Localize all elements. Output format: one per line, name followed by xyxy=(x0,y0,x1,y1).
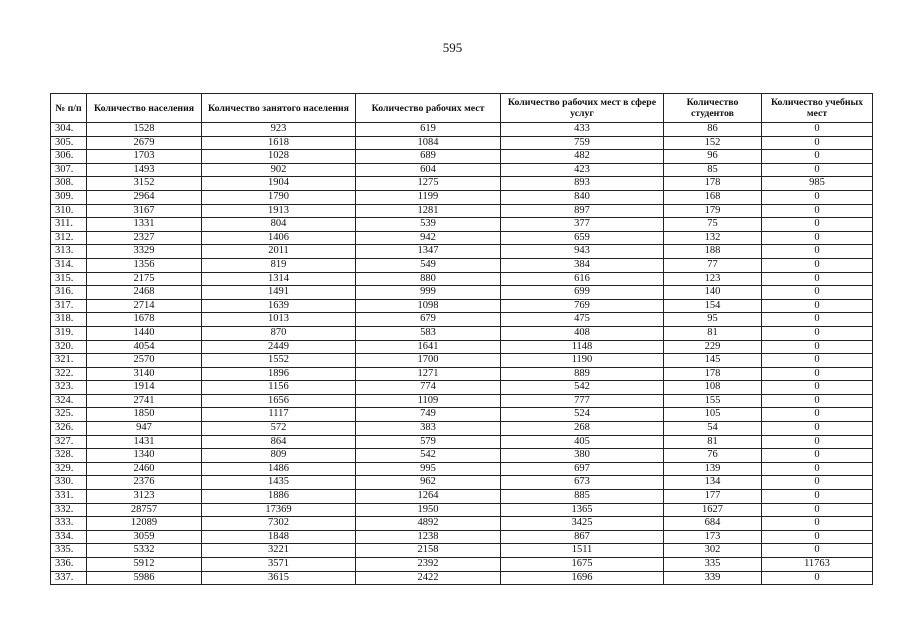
cell-school-places: 0 xyxy=(762,299,873,313)
cell-workplaces: 583 xyxy=(356,326,501,340)
cell-workplaces: 542 xyxy=(356,449,501,463)
cell-employed: 902 xyxy=(202,163,356,177)
cell-row-number: 326. xyxy=(51,422,87,436)
cell-workplaces: 1281 xyxy=(356,204,501,218)
cell-population: 947 xyxy=(87,422,202,436)
header-workplaces: Количество рабочих мест xyxy=(356,94,501,123)
table-row xyxy=(51,367,873,381)
cell-service-workplaces: 377 xyxy=(501,218,664,232)
cell-students: 81 xyxy=(664,435,762,449)
cell-service-workplaces: 524 xyxy=(501,408,664,422)
cell-students: 152 xyxy=(664,136,762,150)
cell-workplaces: 1084 xyxy=(356,136,501,150)
cell-service-workplaces: 542 xyxy=(501,381,664,395)
cell-workplaces: 995 xyxy=(356,462,501,476)
cell-employed: 1656 xyxy=(202,394,356,408)
cell-service-workplaces: 697 xyxy=(501,462,664,476)
cell-employed: 1790 xyxy=(202,190,356,204)
cell-workplaces: 1238 xyxy=(356,530,501,544)
cell-workplaces: 4892 xyxy=(356,517,501,531)
cell-students: 178 xyxy=(664,367,762,381)
cell-school-places: 0 xyxy=(762,354,873,368)
table-row xyxy=(51,422,873,436)
cell-workplaces: 383 xyxy=(356,422,501,436)
cell-school-places: 0 xyxy=(762,258,873,272)
cell-population: 2327 xyxy=(87,231,202,245)
cell-population: 2714 xyxy=(87,299,202,313)
cell-students: 177 xyxy=(664,490,762,504)
cell-row-number: 330. xyxy=(51,476,87,490)
cell-row-number: 325. xyxy=(51,408,87,422)
cell-population: 5912 xyxy=(87,558,202,572)
cell-students: 77 xyxy=(664,258,762,272)
header-school-places: Количество учебных мест xyxy=(762,94,873,123)
cell-school-places: 0 xyxy=(762,272,873,286)
cell-row-number: 319. xyxy=(51,326,87,340)
table-row xyxy=(51,190,873,204)
cell-students: 132 xyxy=(664,231,762,245)
cell-service-workplaces: 699 xyxy=(501,286,664,300)
cell-employed: 1013 xyxy=(202,313,356,327)
cell-school-places: 0 xyxy=(762,490,873,504)
cell-row-number: 337. xyxy=(51,571,87,585)
cell-workplaces: 604 xyxy=(356,163,501,177)
cell-row-number: 313. xyxy=(51,245,87,259)
cell-students: 86 xyxy=(664,123,762,137)
cell-employed: 1406 xyxy=(202,231,356,245)
cell-service-workplaces: 380 xyxy=(501,449,664,463)
cell-school-places: 985 xyxy=(762,177,873,191)
cell-population: 28757 xyxy=(87,503,202,517)
cell-service-workplaces: 1190 xyxy=(501,354,664,368)
cell-population: 3167 xyxy=(87,204,202,218)
cell-row-number: 320. xyxy=(51,340,87,354)
cell-service-workplaces: 943 xyxy=(501,245,664,259)
table-row xyxy=(51,394,873,408)
cell-students: 178 xyxy=(664,177,762,191)
cell-service-workplaces: 885 xyxy=(501,490,664,504)
cell-row-number: 306. xyxy=(51,150,87,164)
cell-population: 12089 xyxy=(87,517,202,531)
cell-students: 81 xyxy=(664,326,762,340)
cell-service-workplaces: 897 xyxy=(501,204,664,218)
cell-workplaces: 962 xyxy=(356,476,501,490)
cell-workplaces: 1700 xyxy=(356,354,501,368)
cell-students: 75 xyxy=(664,218,762,232)
header-population: Количество населения xyxy=(87,94,202,123)
cell-row-number: 336. xyxy=(51,558,87,572)
cell-service-workplaces: 1148 xyxy=(501,340,664,354)
cell-workplaces: 749 xyxy=(356,408,501,422)
table-row xyxy=(51,476,873,490)
cell-population: 1356 xyxy=(87,258,202,272)
cell-row-number: 310. xyxy=(51,204,87,218)
cell-students: 1627 xyxy=(664,503,762,517)
cell-workplaces: 1641 xyxy=(356,340,501,354)
cell-row-number: 312. xyxy=(51,231,87,245)
cell-school-places: 0 xyxy=(762,150,873,164)
cell-population: 2468 xyxy=(87,286,202,300)
cell-row-number: 318. xyxy=(51,313,87,327)
cell-employed: 2449 xyxy=(202,340,356,354)
cell-students: 173 xyxy=(664,530,762,544)
table-header-row xyxy=(51,94,873,123)
cell-population: 1528 xyxy=(87,123,202,137)
cell-population: 1914 xyxy=(87,381,202,395)
cell-employed: 809 xyxy=(202,449,356,463)
cell-school-places: 0 xyxy=(762,544,873,558)
cell-row-number: 311. xyxy=(51,218,87,232)
table-row xyxy=(51,218,873,232)
cell-school-places: 0 xyxy=(762,313,873,327)
cell-school-places: 0 xyxy=(762,231,873,245)
cell-students: 76 xyxy=(664,449,762,463)
table-row xyxy=(51,490,873,504)
table-row xyxy=(51,163,873,177)
cell-row-number: 322. xyxy=(51,367,87,381)
cell-service-workplaces: 384 xyxy=(501,258,664,272)
header-row-number: № п/п xyxy=(51,94,87,123)
cell-population: 2175 xyxy=(87,272,202,286)
table-row xyxy=(51,313,873,327)
table-row xyxy=(51,272,873,286)
cell-service-workplaces: 889 xyxy=(501,367,664,381)
table-row xyxy=(51,245,873,259)
cell-students: 139 xyxy=(664,462,762,476)
cell-workplaces: 999 xyxy=(356,286,501,300)
cell-students: 229 xyxy=(664,340,762,354)
cell-employed: 1618 xyxy=(202,136,356,150)
cell-employed: 1639 xyxy=(202,299,356,313)
cell-school-places: 0 xyxy=(762,394,873,408)
cell-service-workplaces: 3425 xyxy=(501,517,664,531)
header-employed-population: Количество занятого населения xyxy=(202,94,356,123)
cell-school-places: 0 xyxy=(762,163,873,177)
table-body xyxy=(51,123,873,585)
cell-row-number: 328. xyxy=(51,449,87,463)
cell-workplaces: 679 xyxy=(356,313,501,327)
cell-school-places: 0 xyxy=(762,204,873,218)
cell-row-number: 329. xyxy=(51,462,87,476)
cell-school-places: 0 xyxy=(762,326,873,340)
cell-employed: 1028 xyxy=(202,150,356,164)
cell-service-workplaces: 867 xyxy=(501,530,664,544)
cell-population: 1678 xyxy=(87,313,202,327)
cell-workplaces: 1264 xyxy=(356,490,501,504)
cell-row-number: 327. xyxy=(51,435,87,449)
cell-school-places: 0 xyxy=(762,530,873,544)
cell-students: 123 xyxy=(664,272,762,286)
header-service-workplaces: Количество рабочих мест в сфере услуг xyxy=(501,94,664,123)
cell-school-places: 0 xyxy=(762,190,873,204)
cell-students: 96 xyxy=(664,150,762,164)
cell-students: 154 xyxy=(664,299,762,313)
cell-service-workplaces: 1511 xyxy=(501,544,664,558)
cell-school-places: 0 xyxy=(762,245,873,259)
cell-population: 1331 xyxy=(87,218,202,232)
cell-students: 339 xyxy=(664,571,762,585)
cell-row-number: 331. xyxy=(51,490,87,504)
cell-population: 1340 xyxy=(87,449,202,463)
table-row xyxy=(51,286,873,300)
cell-population: 2679 xyxy=(87,136,202,150)
cell-employed: 1904 xyxy=(202,177,356,191)
cell-workplaces: 2422 xyxy=(356,571,501,585)
table-row xyxy=(51,503,873,517)
cell-row-number: 323. xyxy=(51,381,87,395)
cell-students: 335 xyxy=(664,558,762,572)
cell-service-workplaces: 268 xyxy=(501,422,664,436)
cell-population: 1703 xyxy=(87,150,202,164)
cell-row-number: 308. xyxy=(51,177,87,191)
table-row xyxy=(51,340,873,354)
table-row xyxy=(51,462,873,476)
cell-population: 5332 xyxy=(87,544,202,558)
cell-service-workplaces: 423 xyxy=(501,163,664,177)
cell-school-places: 0 xyxy=(762,422,873,436)
cell-employed: 864 xyxy=(202,435,356,449)
cell-employed: 1896 xyxy=(202,367,356,381)
cell-employed: 1913 xyxy=(202,204,356,218)
table-row xyxy=(51,258,873,272)
cell-service-workplaces: 893 xyxy=(501,177,664,191)
cell-service-workplaces: 616 xyxy=(501,272,664,286)
cell-population: 4054 xyxy=(87,340,202,354)
cell-service-workplaces: 769 xyxy=(501,299,664,313)
cell-workplaces: 619 xyxy=(356,123,501,137)
table-row xyxy=(51,558,873,572)
cell-workplaces: 2392 xyxy=(356,558,501,572)
cell-employed: 870 xyxy=(202,326,356,340)
cell-row-number: 324. xyxy=(51,394,87,408)
table-row xyxy=(51,136,873,150)
cell-population: 3059 xyxy=(87,530,202,544)
cell-school-places: 0 xyxy=(762,517,873,531)
page-number: 595 xyxy=(442,40,463,55)
data-table xyxy=(50,93,873,585)
cell-employed: 7302 xyxy=(202,517,356,531)
cell-employed: 3571 xyxy=(202,558,356,572)
cell-students: 145 xyxy=(664,354,762,368)
cell-service-workplaces: 1696 xyxy=(501,571,664,585)
cell-population: 2460 xyxy=(87,462,202,476)
cell-row-number: 321. xyxy=(51,354,87,368)
cell-students: 179 xyxy=(664,204,762,218)
cell-population: 3152 xyxy=(87,177,202,191)
cell-school-places: 0 xyxy=(762,286,873,300)
cell-workplaces: 1271 xyxy=(356,367,501,381)
table-row xyxy=(51,123,873,137)
cell-students: 168 xyxy=(664,190,762,204)
cell-row-number: 305. xyxy=(51,136,87,150)
cell-workplaces: 1098 xyxy=(356,299,501,313)
cell-workplaces: 774 xyxy=(356,381,501,395)
cell-service-workplaces: 659 xyxy=(501,231,664,245)
cell-row-number: 335. xyxy=(51,544,87,558)
cell-service-workplaces: 475 xyxy=(501,313,664,327)
cell-employed: 1314 xyxy=(202,272,356,286)
cell-population: 2570 xyxy=(87,354,202,368)
cell-service-workplaces: 408 xyxy=(501,326,664,340)
cell-school-places: 0 xyxy=(762,571,873,585)
table-row xyxy=(51,381,873,395)
cell-employed: 1486 xyxy=(202,462,356,476)
cell-school-places: 11763 xyxy=(762,558,873,572)
cell-students: 85 xyxy=(664,163,762,177)
cell-service-workplaces: 777 xyxy=(501,394,664,408)
cell-employed: 1117 xyxy=(202,408,356,422)
cell-school-places: 0 xyxy=(762,503,873,517)
cell-school-places: 0 xyxy=(762,218,873,232)
table-row xyxy=(51,326,873,340)
cell-row-number: 333. xyxy=(51,517,87,531)
table-row xyxy=(51,204,873,218)
table-row xyxy=(51,544,873,558)
cell-service-workplaces: 840 xyxy=(501,190,664,204)
cell-population: 2741 xyxy=(87,394,202,408)
cell-population: 3140 xyxy=(87,367,202,381)
cell-school-places: 0 xyxy=(762,136,873,150)
table-row xyxy=(51,435,873,449)
cell-population: 1431 xyxy=(87,435,202,449)
table-row xyxy=(51,449,873,463)
cell-workplaces: 1347 xyxy=(356,245,501,259)
cell-employed: 572 xyxy=(202,422,356,436)
table-row xyxy=(51,150,873,164)
table-row xyxy=(51,299,873,313)
cell-school-places: 0 xyxy=(762,462,873,476)
cell-workplaces: 539 xyxy=(356,218,501,232)
cell-workplaces: 1275 xyxy=(356,177,501,191)
cell-workplaces: 1109 xyxy=(356,394,501,408)
cell-service-workplaces: 1675 xyxy=(501,558,664,572)
cell-workplaces: 1199 xyxy=(356,190,501,204)
table-row xyxy=(51,177,873,191)
cell-service-workplaces: 673 xyxy=(501,476,664,490)
cell-employed: 923 xyxy=(202,123,356,137)
cell-employed: 1156 xyxy=(202,381,356,395)
cell-service-workplaces: 759 xyxy=(501,136,664,150)
cell-students: 108 xyxy=(664,381,762,395)
cell-employed: 1886 xyxy=(202,490,356,504)
cell-school-places: 0 xyxy=(762,449,873,463)
cell-population: 2964 xyxy=(87,190,202,204)
cell-row-number: 309. xyxy=(51,190,87,204)
cell-employed: 1491 xyxy=(202,286,356,300)
cell-row-number: 317. xyxy=(51,299,87,313)
cell-row-number: 316. xyxy=(51,286,87,300)
cell-service-workplaces: 1365 xyxy=(501,503,664,517)
cell-school-places: 0 xyxy=(762,408,873,422)
cell-school-places: 0 xyxy=(762,435,873,449)
cell-service-workplaces: 482 xyxy=(501,150,664,164)
cell-students: 140 xyxy=(664,286,762,300)
cell-students: 155 xyxy=(664,394,762,408)
cell-employed: 2011 xyxy=(202,245,356,259)
cell-school-places: 0 xyxy=(762,381,873,395)
cell-school-places: 0 xyxy=(762,340,873,354)
cell-employed: 819 xyxy=(202,258,356,272)
cell-workplaces: 579 xyxy=(356,435,501,449)
cell-employed: 3221 xyxy=(202,544,356,558)
cell-employed: 1552 xyxy=(202,354,356,368)
cell-employed: 804 xyxy=(202,218,356,232)
cell-employed: 1848 xyxy=(202,530,356,544)
cell-workplaces: 1950 xyxy=(356,503,501,517)
cell-row-number: 314. xyxy=(51,258,87,272)
table-row xyxy=(51,408,873,422)
cell-service-workplaces: 433 xyxy=(501,123,664,137)
cell-workplaces: 880 xyxy=(356,272,501,286)
cell-population: 3123 xyxy=(87,490,202,504)
table-row xyxy=(51,530,873,544)
header-students: Количество студентов xyxy=(664,94,762,123)
cell-population: 2376 xyxy=(87,476,202,490)
cell-students: 95 xyxy=(664,313,762,327)
cell-students: 302 xyxy=(664,544,762,558)
cell-population: 1850 xyxy=(87,408,202,422)
cell-row-number: 304. xyxy=(51,123,87,137)
cell-students: 105 xyxy=(664,408,762,422)
cell-students: 684 xyxy=(664,517,762,531)
table-row xyxy=(51,517,873,531)
cell-row-number: 315. xyxy=(51,272,87,286)
cell-school-places: 0 xyxy=(762,367,873,381)
cell-students: 54 xyxy=(664,422,762,436)
cell-population: 1493 xyxy=(87,163,202,177)
cell-workplaces: 689 xyxy=(356,150,501,164)
cell-row-number: 307. xyxy=(51,163,87,177)
cell-students: 188 xyxy=(664,245,762,259)
cell-row-number: 332. xyxy=(51,503,87,517)
cell-employed: 1435 xyxy=(202,476,356,490)
cell-service-workplaces: 405 xyxy=(501,435,664,449)
cell-workplaces: 942 xyxy=(356,231,501,245)
cell-population: 1440 xyxy=(87,326,202,340)
cell-students: 134 xyxy=(664,476,762,490)
cell-workplaces: 2158 xyxy=(356,544,501,558)
cell-row-number: 334. xyxy=(51,530,87,544)
cell-employed: 3615 xyxy=(202,571,356,585)
cell-population: 3329 xyxy=(87,245,202,259)
table-row xyxy=(51,231,873,245)
table-row xyxy=(51,354,873,368)
cell-workplaces: 549 xyxy=(356,258,501,272)
cell-employed: 17369 xyxy=(202,503,356,517)
cell-school-places: 0 xyxy=(762,123,873,137)
table-row xyxy=(51,571,873,585)
cell-population: 5986 xyxy=(87,571,202,585)
cell-school-places: 0 xyxy=(762,476,873,490)
